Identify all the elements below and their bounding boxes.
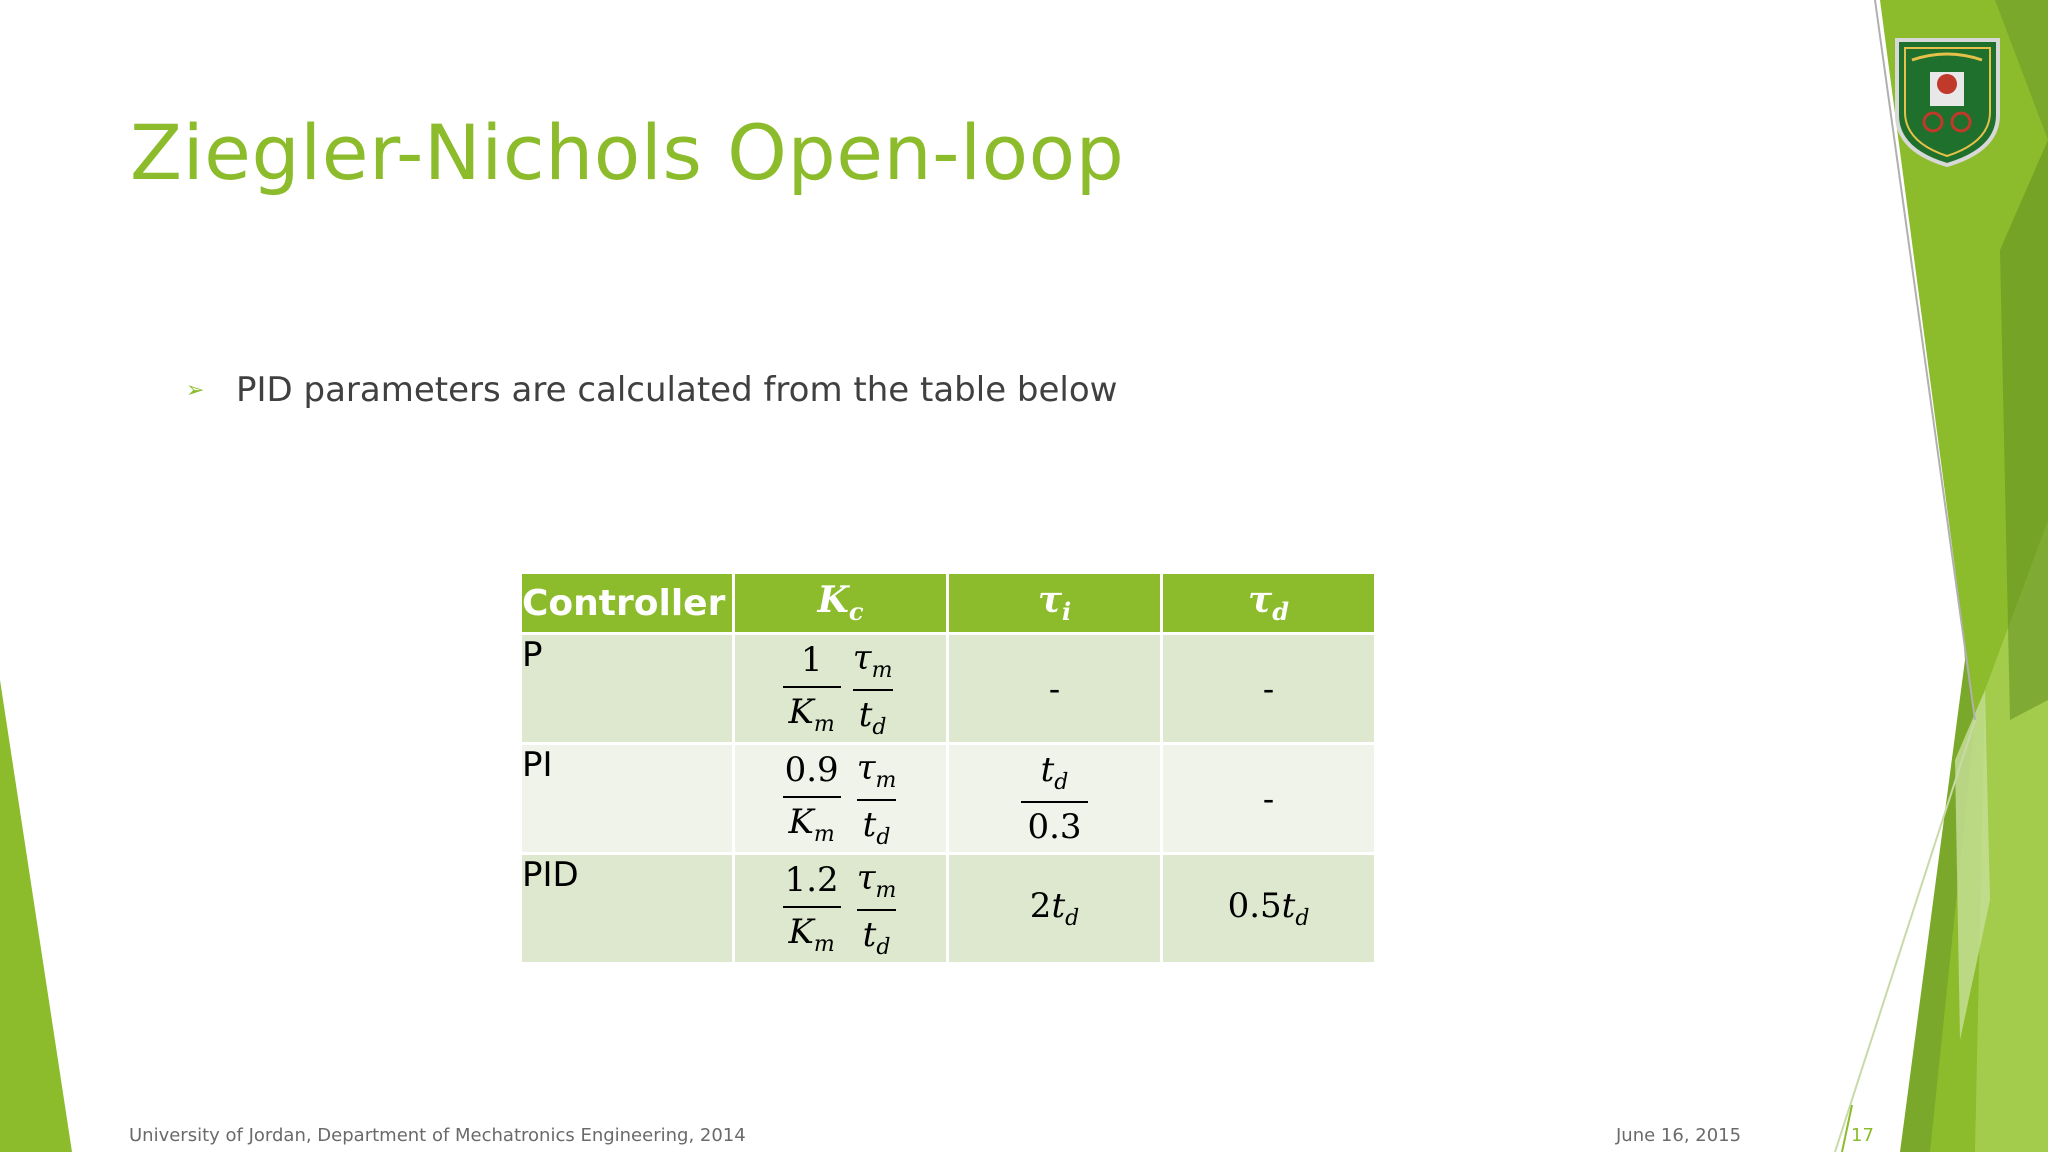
row-name: P: [522, 635, 732, 742]
cell-kc: $\frac{1.2}{K_m}$ $\frac{\tau_m}{t_d}$: [735, 855, 946, 962]
left-accent-shape: [0, 680, 72, 1152]
university-logo: [1897, 40, 1998, 165]
footer-date: June 16, 2015: [1616, 1125, 1742, 1146]
table-row-pid: [522, 855, 1374, 962]
table-row-p: [522, 635, 1374, 742]
cell-kc: $\frac{1}{K_m}$ $\frac{\tau_m}{t_d}$: [735, 635, 946, 742]
cell-tau-d: -: [1163, 745, 1374, 852]
header-kc: $K_c$: [735, 574, 946, 632]
header-tau-i: $\tau_i$: [949, 574, 1160, 632]
header-controller: Controller: [522, 574, 732, 632]
cell-tau-d: -: [1163, 635, 1374, 742]
table-header-row: [522, 574, 1374, 632]
table-row-pi: [522, 745, 1374, 852]
slide-number: 17: [1851, 1125, 1874, 1146]
row-name: PI: [522, 745, 732, 852]
bullet-text: PID parameters are calculated from the table below: [236, 370, 1118, 410]
footer-text: University of Jordan, Department of Mechatronics Engineering, 2014: [129, 1125, 746, 1146]
cell-tau-i: -: [949, 635, 1160, 742]
cell-tau-i: $2t_d$: [949, 855, 1160, 962]
cell-tau-d: $0.5t_d$: [1163, 855, 1374, 962]
pid-parameter-table: [519, 571, 1377, 965]
arrowhead-bullet-icon: ➢: [186, 377, 205, 403]
header-tau-d: $\tau_d$: [1163, 574, 1374, 632]
cell-tau-i: $\frac{t_d}{0.3}$: [949, 745, 1160, 852]
cell-kc: $\frac{0.9}{K_m}$ $\frac{\tau_m}{t_d}$: [735, 745, 946, 852]
slide-title: Ziegler-Nichols Open-loop: [130, 108, 1125, 197]
row-name: PID: [522, 855, 732, 962]
bullet-item: [186, 370, 1117, 410]
